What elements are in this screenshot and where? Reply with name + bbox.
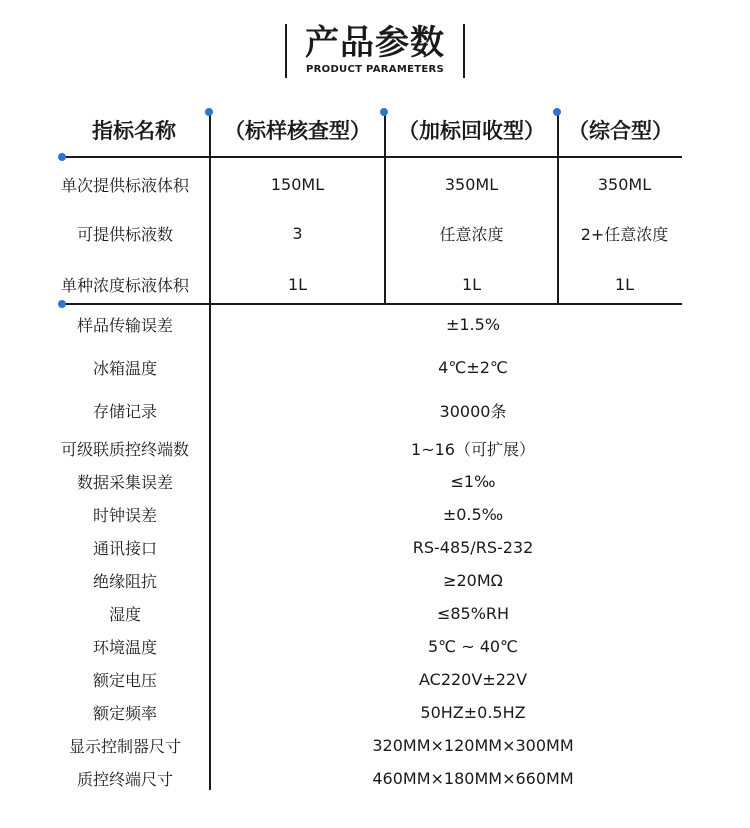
row-value: 1L xyxy=(287,274,308,294)
spec-label: 环境温度 xyxy=(92,637,157,657)
row-label: 单次提供标液体积 xyxy=(60,175,189,195)
row-value: 任意浓度 xyxy=(439,224,504,244)
spec-value: ±0.5‰ xyxy=(442,504,504,524)
spec-label: 存储记录 xyxy=(92,401,157,421)
spec-label: 样品传输误差 xyxy=(76,315,173,335)
row-value: 1L xyxy=(614,274,635,294)
row-value: 350ML xyxy=(597,174,652,194)
accent-dot xyxy=(58,153,66,161)
spec-label: 数据采集误差 xyxy=(76,472,173,492)
spec-value: 5℃ ~ 40℃ xyxy=(427,636,519,656)
spec-label: 冰箱温度 xyxy=(92,358,157,378)
spec-label: 湿度 xyxy=(108,604,141,624)
spec-label: 额定电压 xyxy=(92,670,157,690)
spec-value: 4℃±2℃ xyxy=(438,357,508,377)
header-indicator-name: 指标名称 xyxy=(92,119,176,143)
row-value: 3 xyxy=(292,223,303,243)
spec-value: ≤1‰ xyxy=(450,471,496,491)
spec-label: 额定频率 xyxy=(92,703,157,723)
spec-value: 1~16（可扩展） xyxy=(411,439,535,459)
spec-value: ±1.5% xyxy=(445,314,501,334)
spec-value: 460MM×180MM×660MM xyxy=(372,768,574,788)
accent-dot xyxy=(58,300,66,308)
row-value: 150ML xyxy=(270,174,325,194)
row-label: 可提供标液数 xyxy=(76,224,173,244)
page-subtitle: PRODUCT PARAMETERS xyxy=(306,64,444,75)
spec-label: 绝缘阻抗 xyxy=(92,571,157,591)
header-spike-recovery-type: （加标回收型） xyxy=(398,119,545,143)
spec-value: AC220V±22V xyxy=(418,669,528,689)
section-divider xyxy=(60,303,682,305)
header-divider xyxy=(60,156,682,158)
page-title: 产品参数 xyxy=(305,23,445,63)
row-value: 1L xyxy=(461,274,482,294)
header-comprehensive-type: （综合型） xyxy=(568,119,673,143)
spec-label: 质控终端尺寸 xyxy=(76,769,173,789)
row-label: 单种浓度标液体积 xyxy=(60,275,189,295)
spec-label: 显示控制器尺寸 xyxy=(68,736,181,756)
spec-label: 时钟误差 xyxy=(92,505,157,525)
header-standard-check-type: （标样核查型） xyxy=(224,119,371,143)
spec-value: ≥20MΩ xyxy=(443,570,503,590)
title-block xyxy=(285,24,465,78)
row-value: 2+任意浓度 xyxy=(580,224,669,244)
spec-label: 可级联质控终端数 xyxy=(60,439,189,459)
spec-value: 320MM×120MM×300MM xyxy=(372,735,574,755)
spec-value: RS-485/RS-232 xyxy=(412,537,534,557)
spec-value: ≤85%RH xyxy=(436,603,510,623)
row-value: 350ML xyxy=(444,174,499,194)
spec-value: 50HZ±0.5HZ xyxy=(420,702,526,722)
spec-value: 30000条 xyxy=(439,401,507,421)
spec-label: 通讯接口 xyxy=(92,538,157,558)
